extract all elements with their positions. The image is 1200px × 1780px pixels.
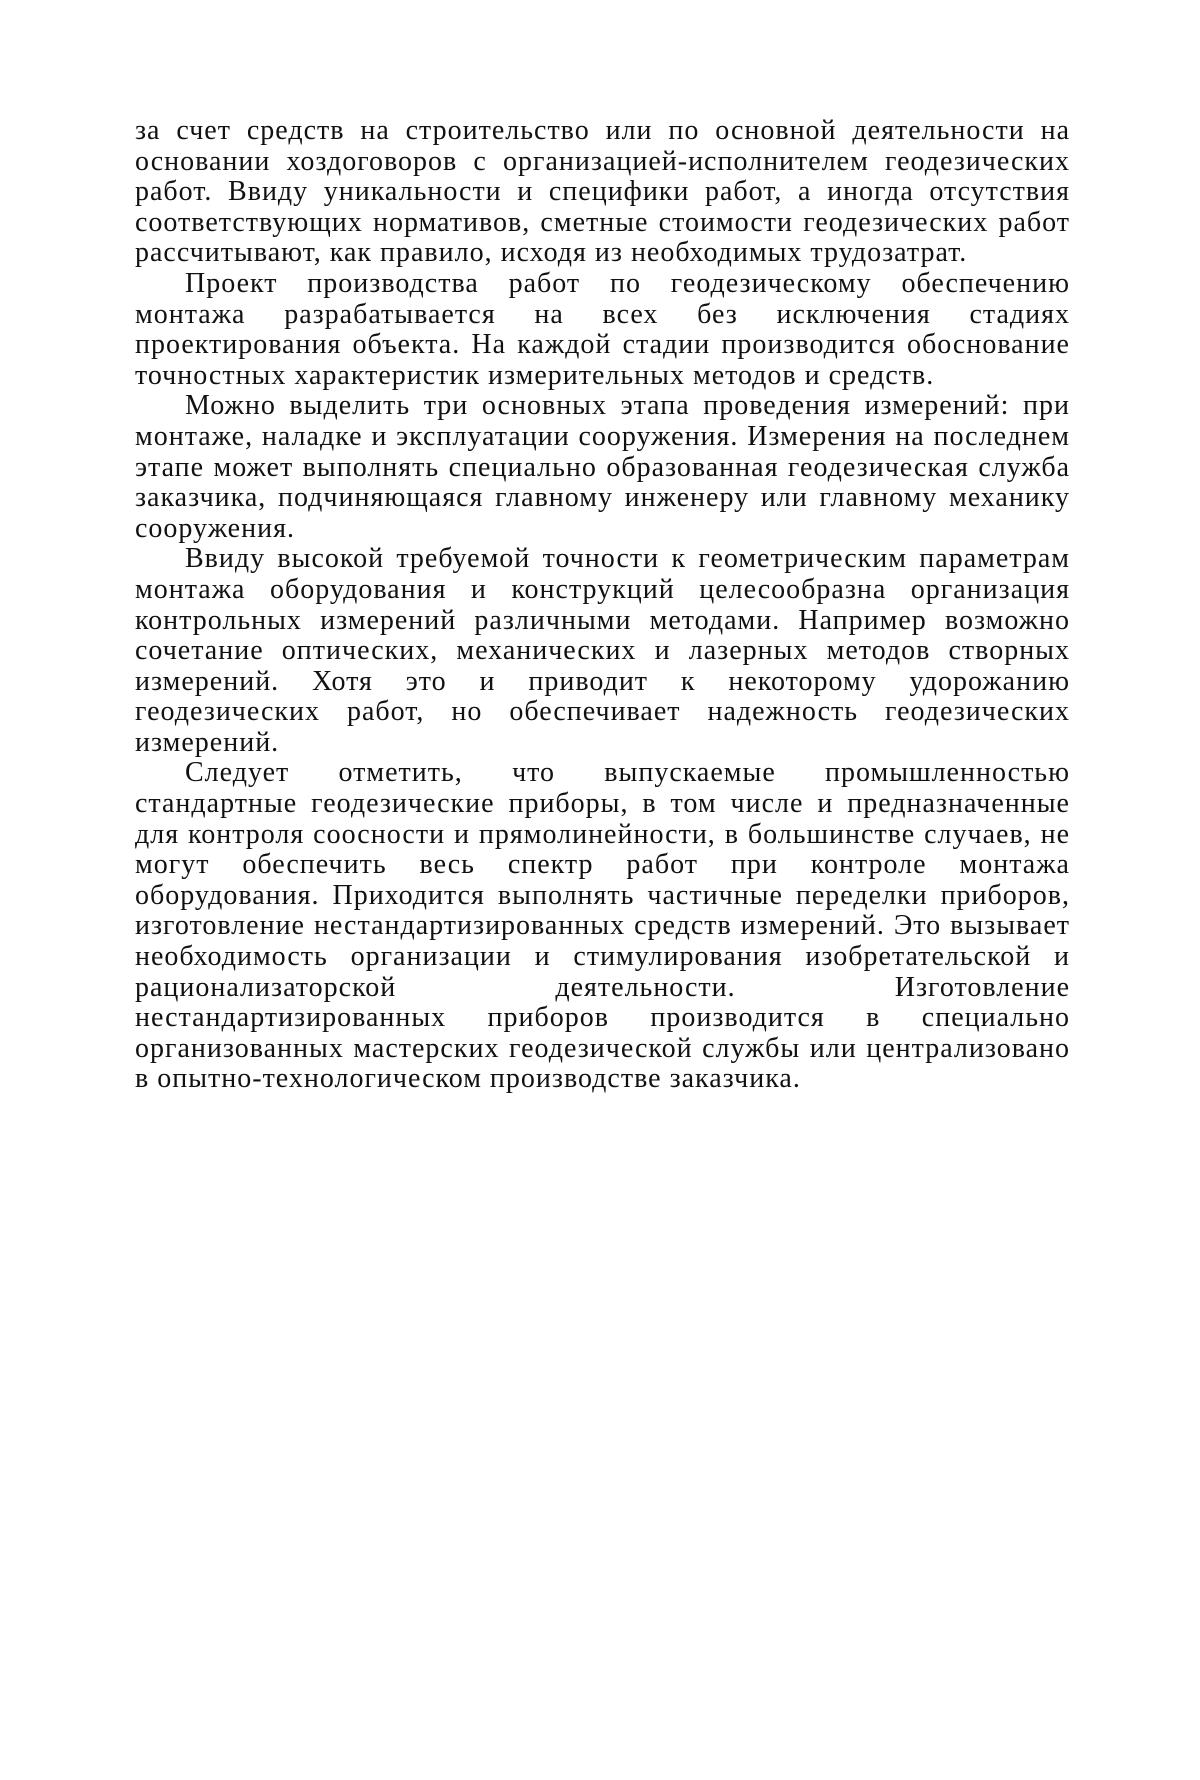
paragraph-2: Проект производства работ по геодезическому обеспечению монтажа разрабатывается на всех без исключения стадиях проектирования объекта. На каждой стадии производится обоснование точностных характеристик измерительных методов и средств. (135, 267, 1070, 391)
paragraph-3: Можно выделить три основных этапа проведения измерений: при монтаже, наладке и эксплуатации сооружения. Измерения на последнем этапе может выполнять специально образованная геодезическая служба заказчика, подчиняющаяся главному инженеру или главному механику сооружения. (135, 390, 1070, 544)
paragraph-1: за счет средств на строительство или по основной деятельности на основании хоздоговоров с организацией-исполнителем геодезических работ. Ввиду уникальности и специфики работ, а иногда отсутствия соответствующих нормативов, сметные стоимости геодезических работ рассчитывают, как правило, исходя из необходимых трудозатрат. (135, 115, 1070, 269)
paragraph-5: Следует отметить, что выпускаемые промышленностью стандартные геодезические приборы, в том числе и предназначенные для контроля соосности и прямолинейности, в большинстве случаев, не могут обеспечить весь спектр работ при контроле монтажа оборудования. Приходится выполнять частичные переделки приборов, изготовление нестандартизированных средств измерений. Это вызывает необходимость организации и стимулирования изобретательской и рационализаторской деятельности. Изготовление нестандартизированных приборов производится в специально организованных мастерских геодезической службы или централизовано в опытно-технологическом производстве заказчика. (135, 757, 1070, 1095)
body-text (135, 116, 1070, 1095)
paragraph-4: Ввиду высокой требуемой точности к геометрическим параметрам монтажа оборудования и конструкций целесообразна организация контрольных измерений различными методами. Например возможно сочетание оптических, механических и лазерных методов створных измерений. Хотя это и приводит к некоторому удорожанию геодезических работ, но обеспечивает надежность геодезических измерений. (135, 543, 1070, 758)
